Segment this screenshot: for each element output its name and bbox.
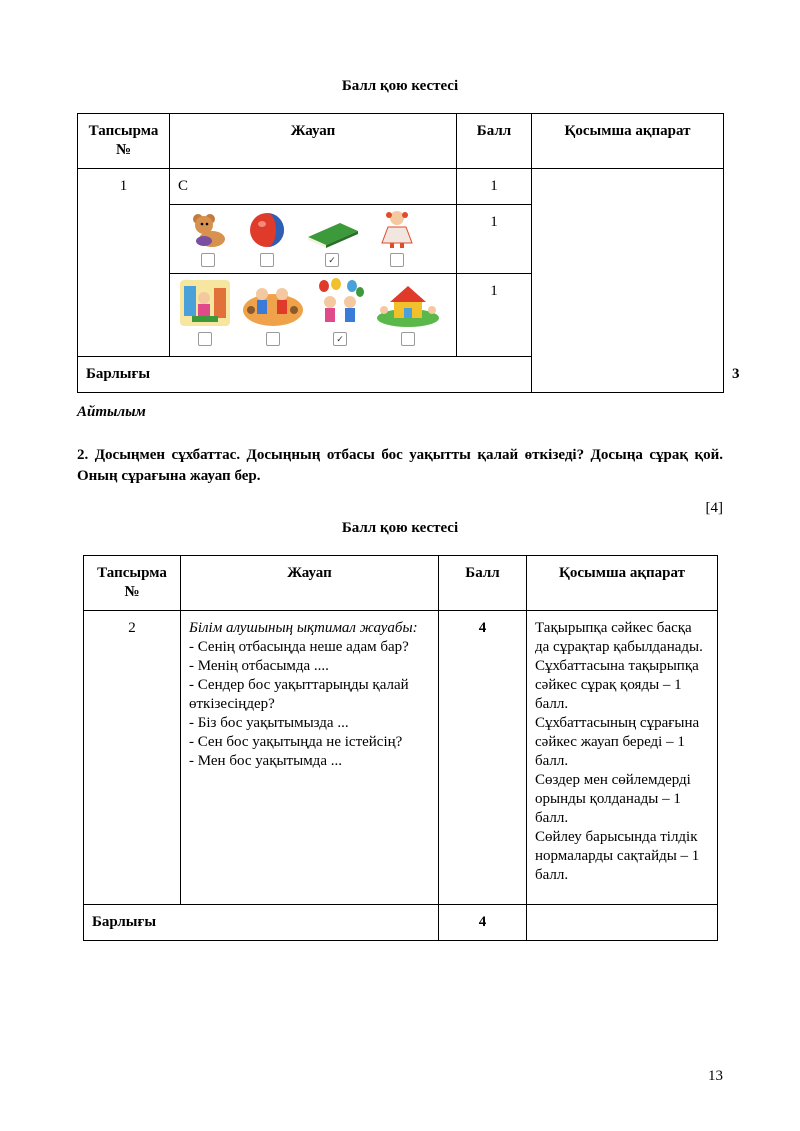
scoring-table-2 — [83, 555, 718, 941]
total-score: 4 — [439, 905, 527, 941]
kids-playing-picture — [242, 280, 304, 328]
header-answer: Жауап — [181, 556, 439, 611]
header-score: Балл — [457, 114, 532, 169]
empty-cell — [527, 905, 718, 941]
extra-line: Сөйлеу барысында тілдік нормаларды сақтайды – 1 балл. — [535, 829, 700, 883]
teddy-bear-icon — [186, 211, 230, 249]
header-task-number: Тапсырма № — [78, 114, 170, 169]
header-answer: Жауап — [170, 114, 457, 169]
answer-line: - Менің отбасымда .... — [189, 658, 329, 674]
scoring-table-1: Тапсырма № Жауап Балл Қосымша ақпарат 1 С 1 ✓ 1 ✓ 1 Барлығы 3 — [77, 113, 724, 393]
checkbox[interactable] — [201, 253, 215, 267]
ball-icon — [248, 211, 286, 249]
checkbox[interactable] — [260, 253, 274, 267]
task2-points: [4] — [705, 500, 723, 516]
doll-icon — [378, 209, 416, 249]
checkbox[interactable] — [401, 332, 415, 346]
extra-info-cell — [532, 169, 724, 393]
task-number-cell: 1 — [78, 169, 170, 357]
extra-line: Сұхбаттасына тақырыпқа сәйкес сұрақ қояды – 1 балл. — [535, 658, 699, 712]
header-extra-info: Қосымша ақпарат — [532, 114, 724, 169]
score-cell: 1 — [457, 169, 532, 205]
option-kids-reading — [178, 278, 232, 346]
book-icon — [304, 219, 360, 249]
extra-line: Сөздер мен сөйлемдерді орынды қолданады – 1 балл. — [535, 772, 691, 826]
option-kids-playing — [242, 280, 304, 346]
score-cell: 4 — [439, 611, 527, 905]
extra-line: Тақырыпқа сәйкес басқа да сұрақтар қабылданады. — [535, 620, 703, 655]
extra-line: Сұхбаттасының сұрағына сәйкес жауап береді – 1 балл. — [535, 715, 700, 769]
answer-intro: Білім алушының ықтимал жауабы: — [189, 620, 418, 636]
table1-title: Балл қою кестесі — [341, 78, 459, 94]
option-doll — [378, 209, 416, 267]
checkbox-checked[interactable]: ✓ — [333, 332, 347, 346]
checkbox[interactable] — [198, 332, 212, 346]
option-playground — [376, 280, 440, 346]
score-cell: 1 — [457, 205, 532, 274]
checkbox[interactable] — [266, 332, 280, 346]
answer-line: - Сендер бос уақыттарыңды қалай өткізесіңдер? — [189, 677, 409, 712]
kids-balloons-picture — [314, 278, 366, 328]
answer-cell: С — [170, 169, 457, 205]
answer-line: - Мен бос уақытымда ... — [189, 753, 342, 769]
score-cell: 1 — [457, 274, 532, 357]
answer-line: - Сен бос уақытыңда не істейсің? — [189, 734, 403, 750]
task2-text: 2. Досыңмен сұхбаттас. Досыңның отбасы бос уақытты қалай өткізеді? Досыңа сұрақ қой. Оның сұрағына жауап бер. — [77, 447, 723, 484]
section-heading: Айтылым — [77, 404, 146, 420]
picture-choice-cell — [170, 205, 457, 274]
answer-line: - Біз бос уақытымызда ... — [189, 715, 349, 731]
option-kids-balloons — [314, 278, 366, 346]
extra-info-cell — [527, 611, 718, 905]
playground-picture — [376, 280, 440, 328]
checkbox[interactable] — [390, 253, 404, 267]
total-label: Барлығы — [84, 905, 439, 941]
option-ball — [248, 211, 286, 267]
kids-reading-picture — [178, 278, 232, 328]
option-book — [304, 219, 360, 267]
header-extra-info: Қосымша ақпарат — [527, 556, 718, 611]
table2-title: Балл қою кестесі — [341, 520, 459, 536]
picture-choice-cell — [170, 274, 457, 357]
answer-cell — [181, 611, 439, 905]
task-number-cell: 2 — [84, 611, 181, 905]
page-number: 13 — [708, 1068, 723, 1084]
answer-line: - Сенің отбасыңда неше адам бар? — [189, 639, 409, 655]
header-task-number: Тапсырма № — [84, 556, 181, 611]
option-teddy — [186, 211, 230, 267]
checkbox-checked[interactable]: ✓ — [325, 253, 339, 267]
total-label: Барлығы — [78, 357, 532, 393]
header-score: Балл — [439, 556, 527, 611]
